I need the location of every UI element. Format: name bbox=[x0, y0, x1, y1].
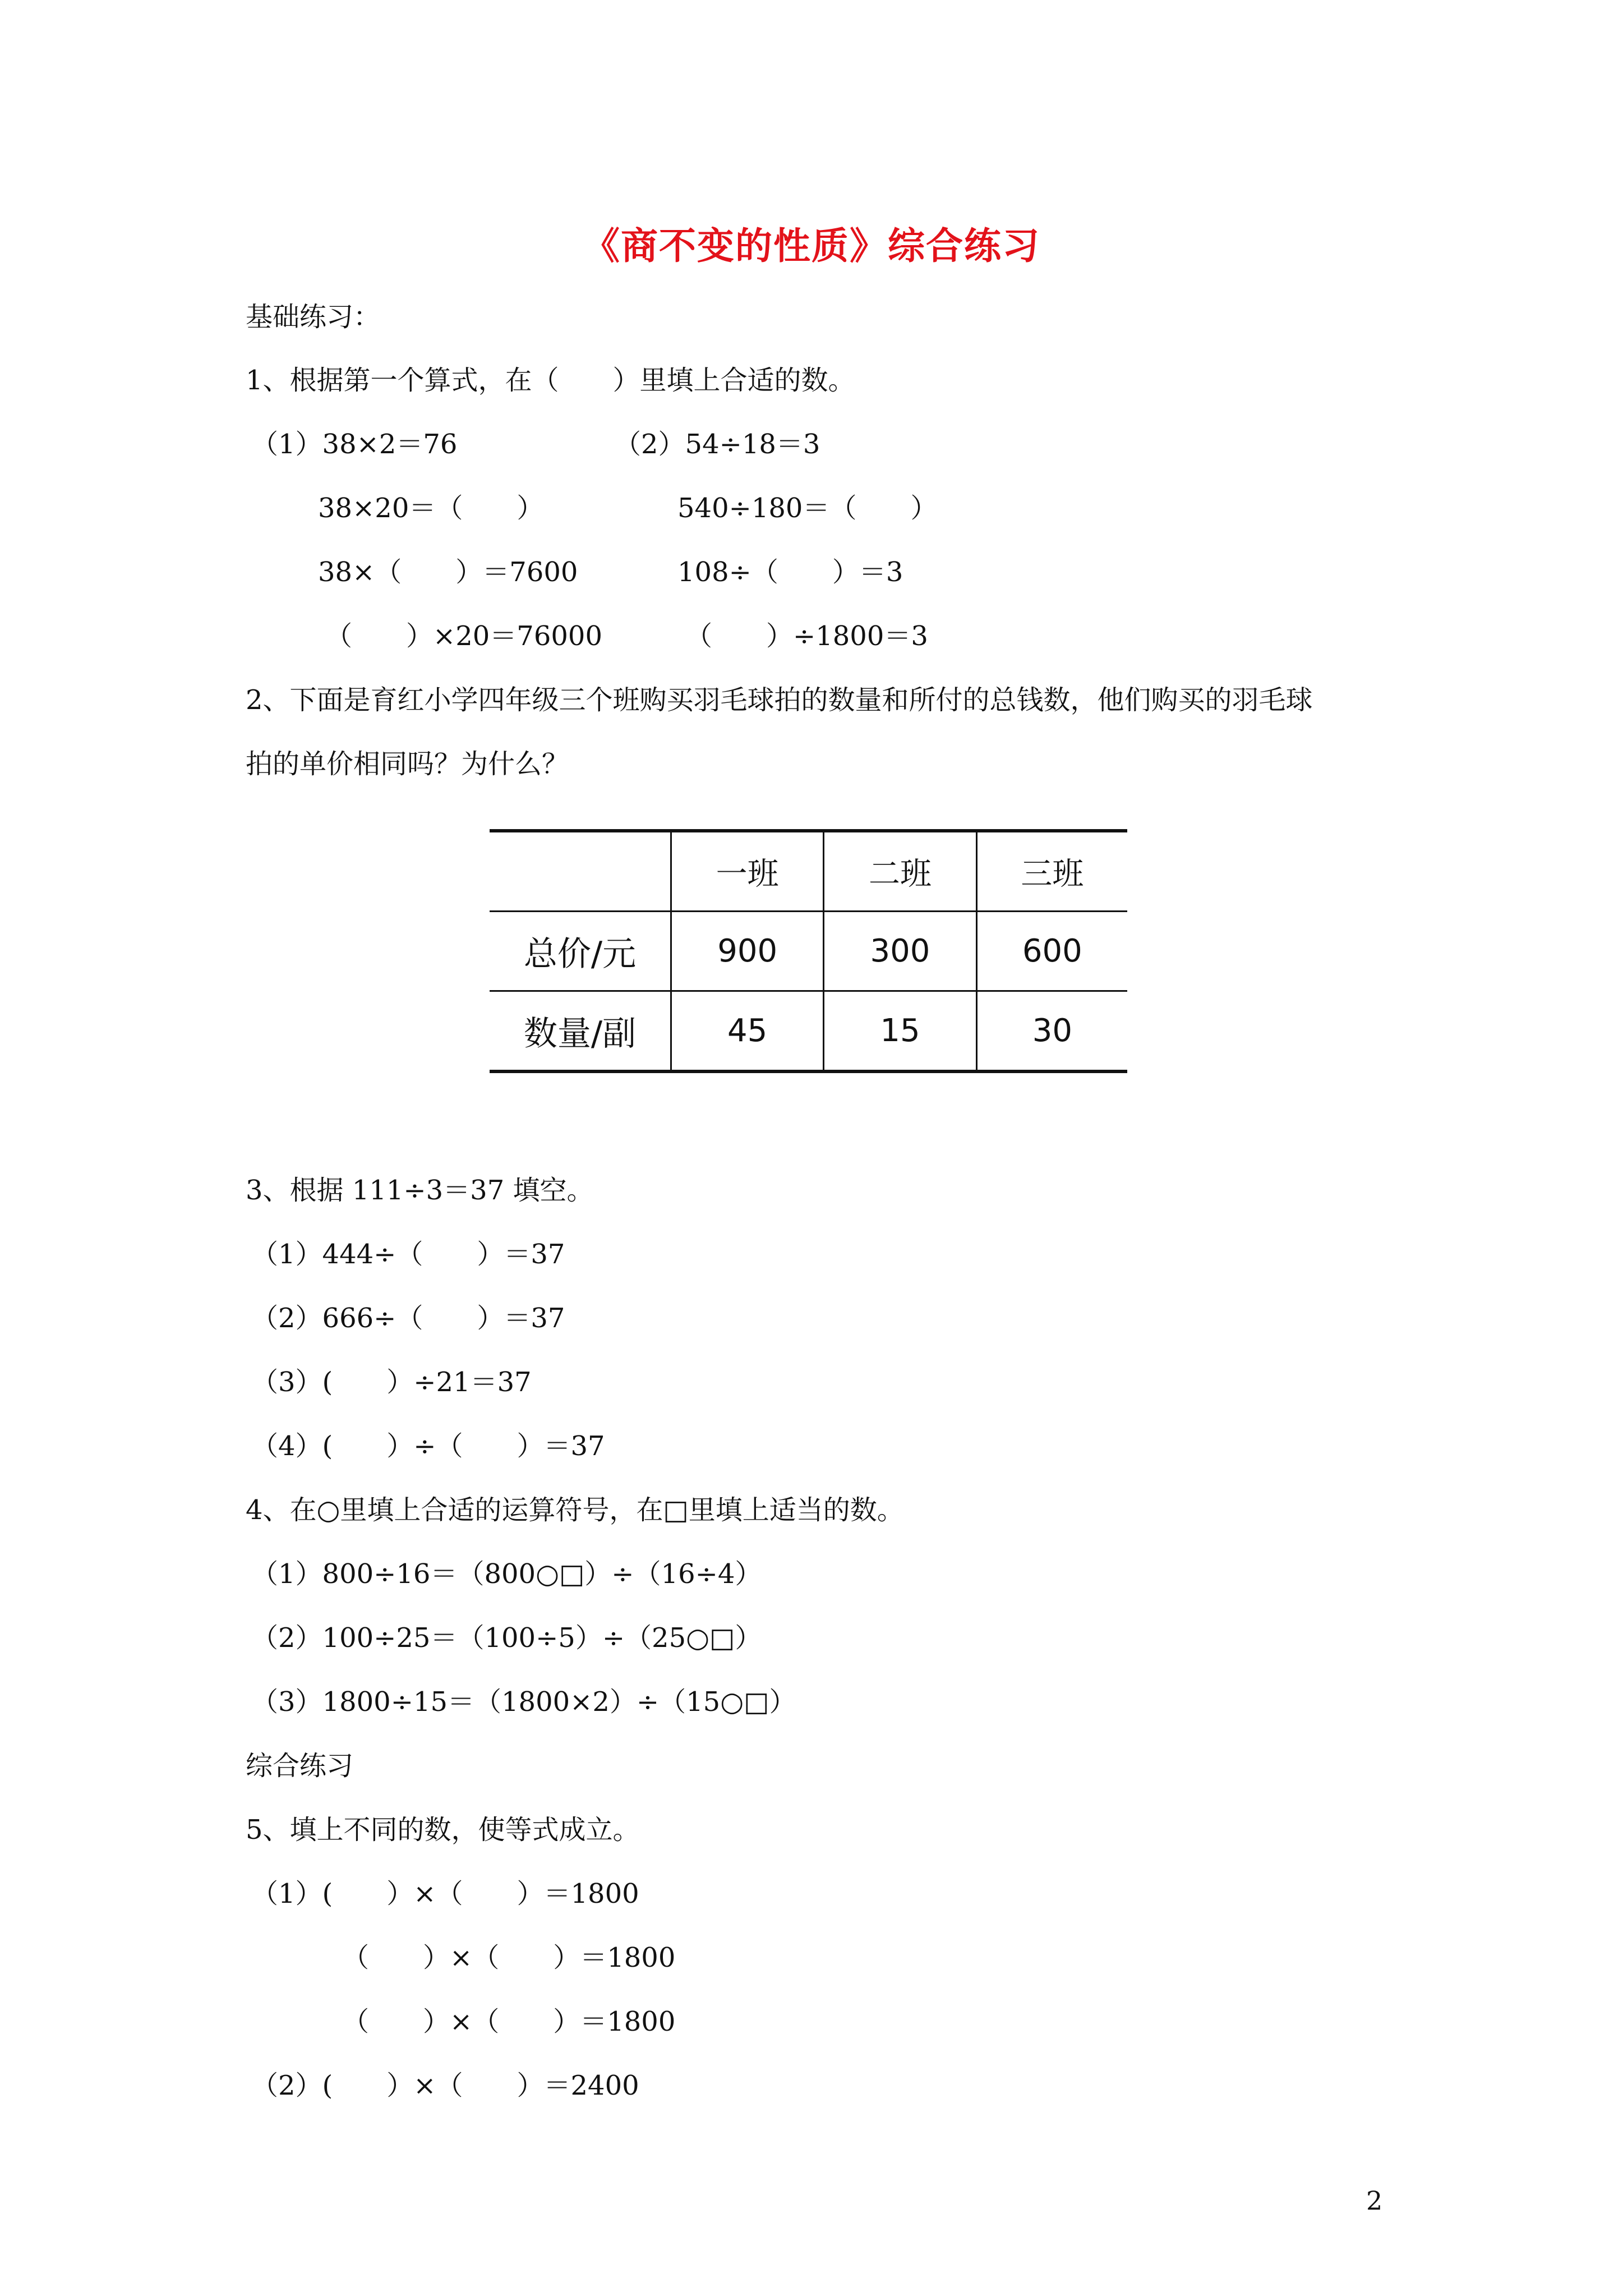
q3-item-4: （4）( ）÷（ ）＝37 bbox=[251, 1430, 605, 1462]
q2-stem-line-2: 拍的单价相同吗？为什么？ bbox=[246, 748, 569, 780]
table-header-cell: 一班 bbox=[671, 831, 824, 912]
table-row-label: 总价/元 bbox=[490, 912, 671, 991]
q1-col2-line-1: （2）54÷18＝3 bbox=[614, 429, 820, 460]
table-row-label: 数量/副 bbox=[490, 991, 671, 1072]
table-header-row bbox=[490, 831, 1127, 912]
q1-col1-line-1: （1）38×2＝76 bbox=[251, 429, 458, 460]
table-header-cell: 三班 bbox=[976, 831, 1127, 912]
q1-col2-line-3: 108÷（ ）＝3 bbox=[677, 556, 903, 588]
q4-item-2: （2）100÷25＝（100÷5）÷（25○□） bbox=[251, 1622, 762, 1654]
table-cell: 900 bbox=[671, 912, 824, 991]
table-cell: 30 bbox=[976, 991, 1127, 1072]
table-header-cell: 二班 bbox=[824, 831, 976, 912]
q1-col2-line-4: （ ）÷1800＝3 bbox=[685, 620, 928, 652]
q5-item-4: （2）( ）×（ ）＝2400 bbox=[251, 2070, 639, 2101]
q5-item-3: （ ）×（ ）＝1800 bbox=[342, 2006, 676, 2037]
table-cell: 300 bbox=[824, 912, 976, 991]
q3-item-3: （3）( ）÷21＝37 bbox=[251, 1366, 532, 1398]
q5-item-1: （1）( ）×（ ）＝1800 bbox=[251, 1878, 639, 1910]
section-comprehensive-heading: 综合练习 bbox=[246, 1750, 354, 1782]
section-basic-heading: 基础练习： bbox=[246, 301, 381, 333]
q3-item-1: （1）444÷（ ）＝37 bbox=[251, 1239, 565, 1270]
table-corner-cell bbox=[490, 831, 671, 912]
page-title: 《商不变的性质》综合练习 bbox=[583, 224, 1040, 268]
q1-stem: 1、根据第一个算式，在（ ）里填上合适的数。 bbox=[246, 365, 855, 396]
q4-stem: 4、在○里填上合适的运算符号，在□里填上适当的数。 bbox=[246, 1494, 904, 1526]
table-row bbox=[490, 912, 1127, 991]
q2-stem-line-1: 2、下面是育红小学四年级三个班购买羽毛球拍的数量和所付的总钱数，他们购买的羽毛球 bbox=[246, 684, 1313, 716]
q1-col2-line-2: 540÷180＝（ ） bbox=[677, 493, 938, 524]
q4-item-1: （1）800÷16＝（800○□）÷（16÷4） bbox=[251, 1558, 762, 1590]
page-number: 2 bbox=[1366, 2185, 1383, 2216]
q1-col1-line-4: （ ）×20＝76000 bbox=[325, 620, 602, 652]
q4-item-3: （3）1800÷15＝（1800×2）÷（15○□） bbox=[251, 1686, 796, 1718]
table-cell: 15 bbox=[824, 991, 976, 1072]
table-cell: 45 bbox=[671, 991, 824, 1072]
q3-item-2: （2）666÷（ ）＝37 bbox=[251, 1303, 565, 1334]
q3-stem: 3、根据 111÷3＝37 填空。 bbox=[246, 1175, 594, 1206]
table-row bbox=[490, 991, 1127, 1072]
purchase-table bbox=[490, 829, 1127, 1073]
q1-col1-line-2: 38×20＝（ ） bbox=[318, 493, 544, 524]
q1-col1-line-3: 38×（ ）＝7600 bbox=[318, 556, 578, 588]
table-cell: 600 bbox=[976, 912, 1127, 991]
q5-item-2: （ ）×（ ）＝1800 bbox=[342, 1942, 676, 1973]
q5-stem: 5、填上不同的数，使等式成立。 bbox=[246, 1814, 640, 1846]
